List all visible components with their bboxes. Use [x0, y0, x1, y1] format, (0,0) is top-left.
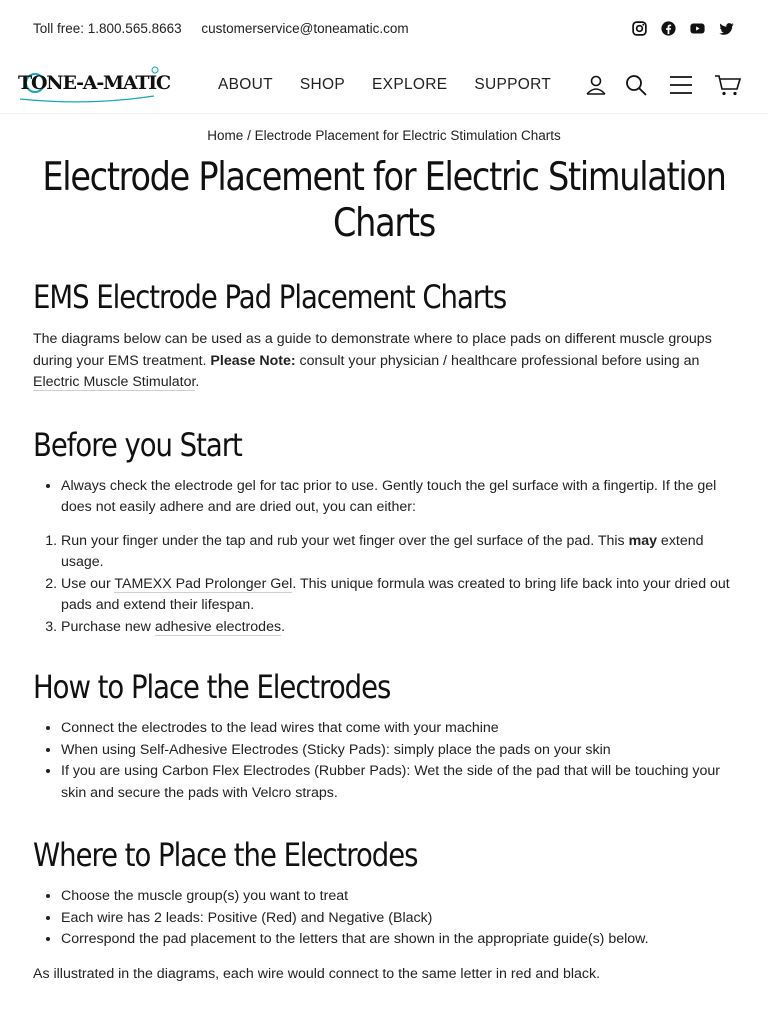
menu-icon[interactable]	[668, 73, 694, 97]
note-label: Please Note:	[210, 352, 296, 369]
ems-heading: EMS Electrode Pad Placement Charts	[33, 278, 507, 316]
how-heading: How to Place the Electrodes	[33, 668, 391, 706]
step1-text: Run your finger under the tap and rub your wet finger over the gel surface of the pad. This	[61, 532, 629, 549]
list-item: • Correspond the pad placement to the letters that are shown in the appropriate guide(s) below.	[61, 929, 735, 951]
electric-muscle-stimulator-link[interactable]: Electric Muscle Stimulator	[33, 374, 196, 390]
nav-shop[interactable]: SHOP	[299, 76, 346, 93]
step3-text-end: .	[281, 618, 286, 635]
list-item: • Each wire has 2 leads: Positive (Red) and Negative (Black)	[61, 908, 735, 930]
step-item	[61, 574, 735, 617]
list-item: • When using Self-Adhesive Electrodes (Sticky Pads): simply place the pads on your skin	[61, 740, 735, 762]
step2-text: Use our	[61, 575, 115, 592]
article-content	[0, 277, 768, 985]
breadcrumb	[0, 128, 768, 143]
ems-intro-end: .	[195, 374, 200, 390]
contact-info	[33, 21, 425, 36]
adhesive-electrodes-link[interactable]: adhesive electrodes	[154, 618, 282, 635]
cart-icon[interactable]	[714, 73, 742, 97]
breadcrumb-current: Electrode Placement for Electric Stimulation Charts	[254, 128, 561, 143]
pad-prolonger-gel-link[interactable]: TAMEXX Pad Prolonger Gel	[114, 575, 293, 592]
how-list	[33, 718, 735, 804]
logo[interactable]	[18, 66, 170, 104]
ems-intro-text: The diagrams below can be used as a guide to demonstrate where to place pads on different muscle groups during your EMS treatment.	[33, 331, 712, 369]
note-text: consult your physician / healthcare professional before using an	[295, 352, 700, 369]
toll-free-link[interactable]: Toll free: 1.800.565.8663	[33, 20, 182, 36]
before-steps	[33, 531, 735, 639]
before-list	[33, 476, 735, 519]
top-bar	[0, 0, 768, 56]
step2-text-end: . This unique formula was created to bring life back into your dried out pads and extend their lifespan.	[61, 575, 730, 613]
page-title: Electrode Placement for Electric Stimulation Charts	[42, 155, 726, 246]
nav-explore[interactable]: EXPLORE	[372, 76, 448, 93]
where-list	[33, 886, 735, 951]
breadcrumb-separator: /	[247, 128, 251, 143]
where-final-text: As illustrated in the diagrams, each wire would connect to the same letter in red and black.	[33, 965, 601, 982]
facebook-icon[interactable]	[660, 20, 677, 37]
list-item: • Connect the electrodes to the lead wires that come with your machine	[61, 718, 735, 740]
main-nav	[218, 56, 551, 114]
step-item	[61, 531, 735, 574]
where-heading: Where to Place the Electrodes	[33, 836, 418, 874]
youtube-icon[interactable]	[689, 20, 706, 37]
breadcrumb-home[interactable]: Home	[207, 128, 244, 143]
step3-text: Purchase new	[61, 618, 155, 635]
step1-text-end: extend usage.	[61, 532, 704, 570]
logo-text: TONE-A-MATIC	[18, 72, 170, 94]
list-item: • If you are using Carbon Flex Electrodes (Rubber Pads): Wet the side of the pad that will be touching your skin and secure the pads with Velcro straps.	[61, 761, 735, 804]
ems-intro	[33, 329, 735, 394]
email-link[interactable]: customerservice@toneamatic.com	[201, 20, 409, 36]
step-item	[61, 617, 735, 639]
before-heading: Before you Start	[33, 425, 242, 464]
account-icon[interactable]	[584, 73, 608, 97]
site-header	[0, 56, 768, 114]
step1-bold: may	[628, 532, 657, 549]
instagram-icon[interactable]	[631, 20, 648, 37]
header-actions	[584, 56, 742, 114]
list-item: • Always check the electrode gel for tac prior to use. Gently touch the gel surface with a fingertip. If the gel does not easily adhere and are dried out, you can either:	[61, 476, 735, 519]
nav-about[interactable]: ABOUT	[218, 76, 273, 93]
list-item: • Choose the muscle group(s) you want to treat	[61, 886, 735, 908]
nav-support[interactable]: SUPPORT	[474, 76, 552, 93]
twitter-icon[interactable]	[718, 20, 735, 37]
social-links	[631, 20, 735, 37]
search-icon[interactable]	[624, 73, 648, 97]
